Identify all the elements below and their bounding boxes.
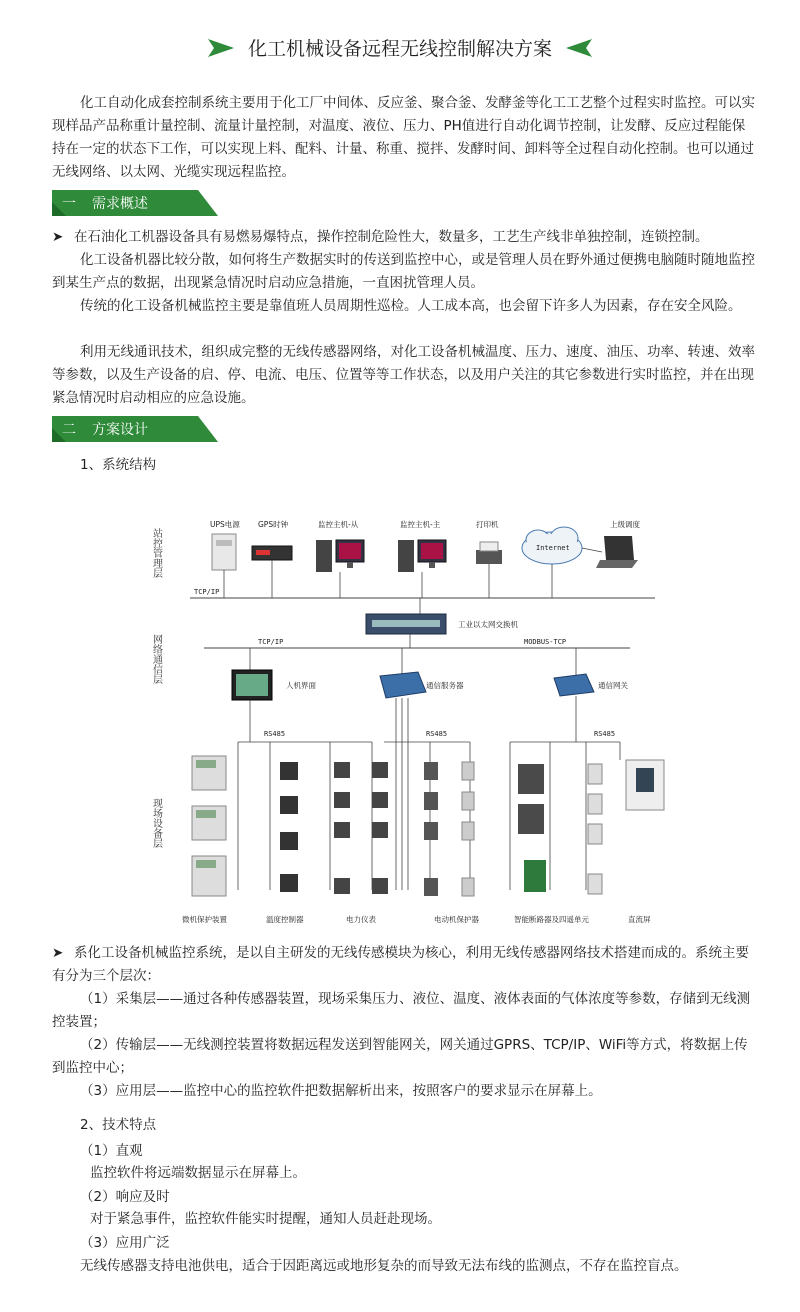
system-structure-diagram xyxy=(140,498,680,930)
label-switch: 工业以太网交换机 xyxy=(458,620,518,629)
section-number: 二 xyxy=(62,422,76,438)
ethernet-switch-icon xyxy=(366,614,446,634)
feature-3-text: 无线传感器支持电池供电，适合于因距离远或地形复杂的而导致无法布线的监测点，不存在监控盲点。 xyxy=(80,1258,688,1274)
section-number: 一 xyxy=(62,196,76,212)
printer-icon xyxy=(476,542,502,564)
bullet-arrow-icon: ➤ xyxy=(52,945,64,961)
layer-label-network: 网络通信层 xyxy=(150,634,162,684)
section1-p4: 利用无线通讯技术，组织成完整的无线传感器网络，对化工设备机械温度、压力、速度、油压、功率、转速、效率等参数，以及生产设备的启、停、电流、电压、位置等等工作状态，以及用户关注的其它参数进行实时监控，并在出现紧急情况时启动相应的应急设施。 xyxy=(52,344,755,406)
subheading-system-structure: 1、系统结构 xyxy=(80,457,157,473)
label-gps: GPS时钟 xyxy=(258,520,289,529)
section-header-2 xyxy=(52,416,218,442)
feature-1-text: 监控软件将远端数据显示在屏幕上。 xyxy=(90,1165,306,1181)
layer-item-1: （1）采集层——通过各种传感器装置，现场采集压力、液位、温度、液体表面的气体浓度等参数，存储到无线测控装置； xyxy=(52,991,751,1030)
layer-label-field: 现场设备层 xyxy=(150,798,162,848)
protection-device-icons xyxy=(192,756,226,896)
feature-2-text: 对于紧急事件，监控软件能实时提醒，通知人员赶赴现场。 xyxy=(90,1211,441,1227)
label-host-master: 监控主机-主 xyxy=(400,520,441,529)
monitor-host-master-icon xyxy=(398,540,446,572)
label-comm-server: 通信服务器 xyxy=(426,681,464,690)
label-internet: Internet xyxy=(536,544,570,552)
hmi-panel-icon xyxy=(232,670,272,700)
label-motor-protector: 电动机保护器 xyxy=(434,915,479,924)
label-power-meter: 电力仪表 xyxy=(346,915,376,924)
subheading-tech-features: 2、技术特点 xyxy=(80,1117,157,1133)
label-rs485-3: RS485 xyxy=(594,730,616,738)
smart-breaker-icons xyxy=(518,764,602,894)
section2-p1: ➤ 系化工设备机械监控系统，是以自主研发的无线传感模块为核心，利用无线传感器网络技术搭建而成的。系统主要有分为三个层次： xyxy=(52,942,758,988)
layer-label-station: 站控管理层 xyxy=(150,528,162,578)
label-tcpip-mid: TCP/IP xyxy=(258,638,284,646)
section1-p2: 化工设备机器比较分散，如何将生产数据实时的传送到监控中心，或是管理人员在野外通过便携电脑随时随地监控到某生产点的数据，出现紧急情况时启动应急措施，一直困扰管理人员。 xyxy=(52,252,755,291)
label-dc-panel: 直流屏 xyxy=(628,915,651,924)
layer-item-3: （3）应用层——监控中心的监控软件把数据解析出来，按照客户的要求显示在屏幕上。 xyxy=(80,1083,602,1099)
arrow-right-icon xyxy=(208,39,234,57)
label-gateway: 通信网关 xyxy=(598,681,628,690)
feature-1-title: （1）直观 xyxy=(80,1143,143,1159)
label-host-slave: 监控主机-从 xyxy=(318,520,359,529)
feature-2-title: （2）响应及时 xyxy=(80,1189,170,1205)
label-hmi: 人机界面 xyxy=(286,681,316,690)
intro-paragraph: 化工自动化成套控制系统主要用于化工厂中间体、反应釜、聚合釜、发酵釜等化工工艺整个过程实时监控。可以实现样品产品称重计量控制、流量计量控制，对温度、液位、压力、PH值进行自动化调节控制，让发酵、反应过程能保持在一定的状态下工作，可以实现上料、配料、计量、称重、搅拌、发酵时间、卸料等全过程自动化控制。也可以通过无线网络、以太网、光缆实现远程监控。 xyxy=(52,95,755,180)
dc-panel-icon xyxy=(626,760,664,810)
section1-p1: ➤ 在石油化工机器设备具有易燃易爆特点，操作控制危险性大，数量多，工艺生产线非单独控制，连锁控制。 xyxy=(52,226,758,249)
label-rs485-2: RS485 xyxy=(426,730,448,738)
gps-clock-icon xyxy=(252,546,292,560)
section-title: 方案设计 xyxy=(92,422,148,438)
label-smart-breaker: 智能断路器及四遥单元 xyxy=(514,915,589,924)
motor-protector-icons xyxy=(424,762,474,896)
feature-3-title: （3）应用广泛 xyxy=(80,1235,170,1251)
label-rs485-1: RS485 xyxy=(264,730,286,738)
label-tcpip-top: TCP/IP xyxy=(194,588,220,596)
bullet-arrow-icon: ➤ xyxy=(52,229,64,245)
page-title-row xyxy=(0,34,800,61)
power-meter-icons xyxy=(334,762,388,894)
temperature-controller-icons xyxy=(280,762,298,892)
arrow-left-icon xyxy=(566,39,592,57)
monitor-host-slave-icon xyxy=(316,540,364,572)
label-ups: UPS电源 xyxy=(210,520,240,529)
ups-device-icon xyxy=(212,534,236,570)
label-modbus: MODBUS-TCP xyxy=(524,638,567,646)
section-header-1 xyxy=(52,190,218,216)
label-dispatch: 上级调度 xyxy=(610,520,640,529)
page-title: 化工机械设备远程无线控制解决方案 xyxy=(247,38,552,60)
gateway-icon xyxy=(554,674,594,696)
label-printer: 打印机 xyxy=(476,520,499,529)
section1-p3: 传统的化工设备机械监控主要是靠值班人员周期性巡检。人工成本高，也会留下许多人为因素，存在安全风险。 xyxy=(80,298,742,314)
section-title: 需求概述 xyxy=(92,196,148,212)
label-protection: 微机保护装置 xyxy=(182,915,227,924)
laptop-icon xyxy=(596,536,638,568)
label-temp-controller: 温度控制器 xyxy=(266,915,304,924)
comm-server-icon xyxy=(380,672,426,698)
layer-item-2: （2）传输层——无线测控装置将数据远程发送到智能网关，网关通过GPRS、TCP/IP、WiFi等方式，将数据上传到监控中心； xyxy=(52,1037,748,1076)
